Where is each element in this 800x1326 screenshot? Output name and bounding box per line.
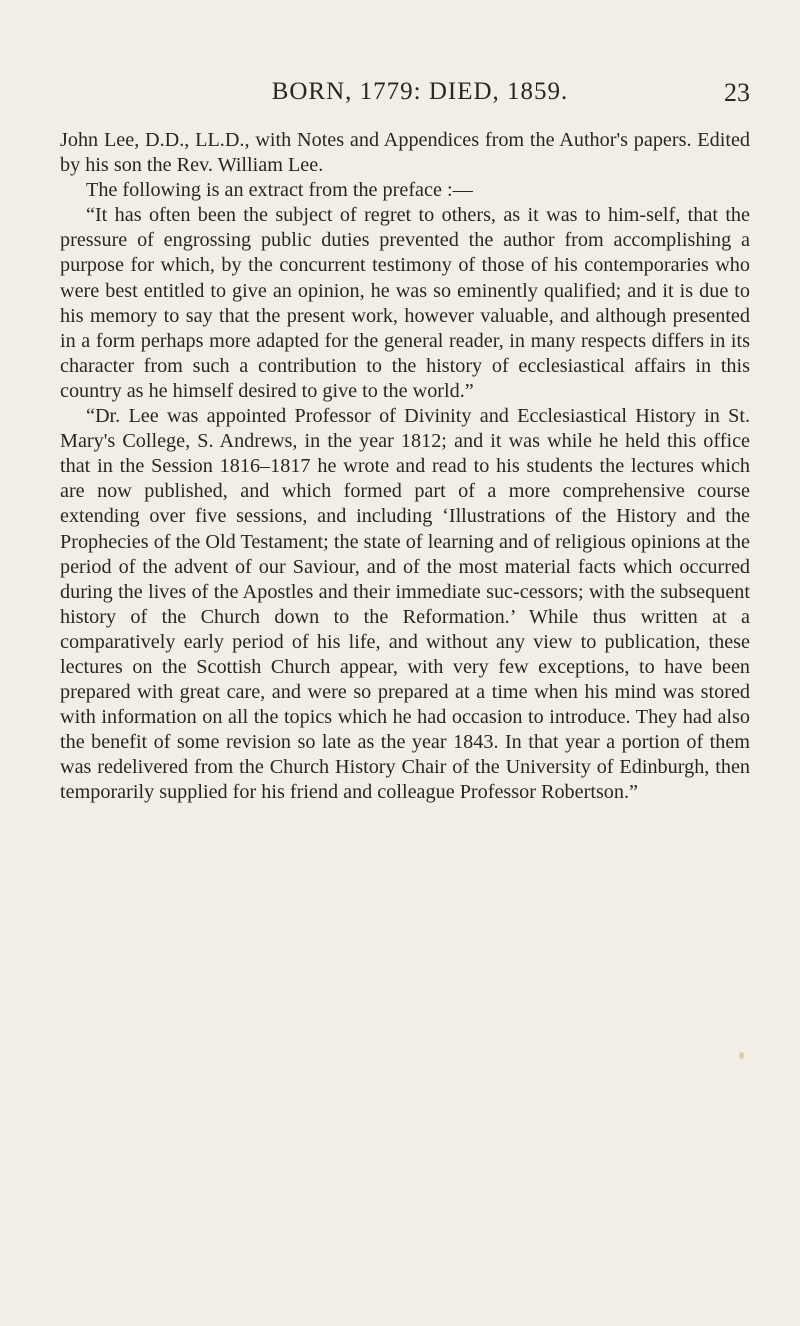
paragraph-preface-intro: The following is an extract from the preface :— [86,179,473,202]
running-title: BORN, 1779: DIED, 1859. [271,78,569,105]
paragraph-quote-appointment: “Dr. Lee was appointed Professor of Divinity and Ecclesiastical History in St. Mary's College, S. Andrews, in the year 1812; and it was while he held this office that in the Session 1816–1817 he wrote and read to his students the lectures which are now published, and which formed part of a more comprehensive course extending over five sessions, and including ‘Illustrations of the History and the Prophecies of the Old Testament; the state of learning and of religious opinions at the period of the advent of our Saviour, and of the most material facts which occurred during the lives of the Apostles and their immediate suc-cessors; with the subsequent history of the Church down to the Reformation.’ While thus written at a comparatively early period of his life, and without any view to publication, these lectures on the Scottish Church appear, with very few exceptions, to have been prepared with great care, and were so prepared at a time when his mind was stored with information on all the topics which he had occasion to introduce. They had also the benefit of some revision so late as the year 1843. In that year a portion of them was redelivered from the Church History Chair of the University of Edinburgh, then temporarily supplied for his friend and colleague Professor Robertson.” [60,405,750,804]
paper-spot [739,1052,744,1059]
page-number: 23 [724,78,750,107]
paragraph-citation: John Lee, D.D., LL.D., with Notes and Appendices from the Author's papers. Edited by his son the Rev. William Lee. [60,129,750,177]
body-text [60,128,750,806]
running-head [60,78,750,118]
paragraph-quote-regret: “It has often been the subject of regret to others, as it was to him-self, that the pressure of engrossing public duties prevented the author from accomplishing a purpose for which, by the concurrent testimony of those of his contemporaries who were best entitled to give an opinion, he was so eminently qualified; and it is due to his memory to say that the present work, however valuable, and although presented in a form perhaps more adapted for the general reader, in many respects differs in its character from such a contribution to the history of ecclesiastical affairs in this country as he himself desired to give to the world.” [60,204,750,402]
